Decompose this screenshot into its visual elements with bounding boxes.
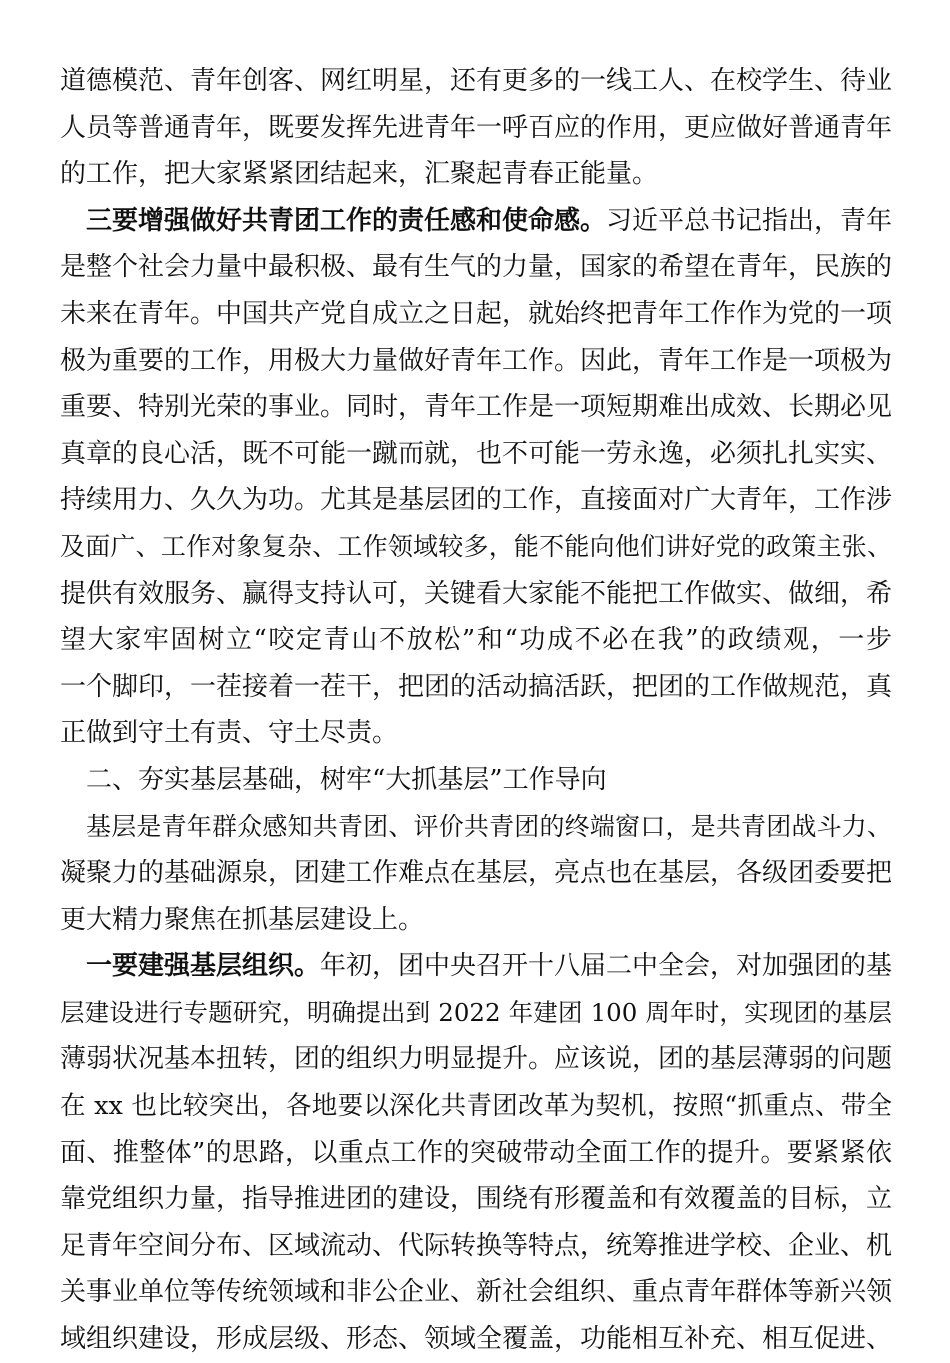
line-text: 薄弱状况基本扭转，团的组织力明显提升。应该说，团的基层薄弱的问题 — [60, 1044, 893, 1075]
text-line — [60, 1176, 892, 1223]
text-line — [60, 710, 892, 757]
text-line — [60, 897, 892, 944]
text-line — [60, 850, 892, 897]
text-line — [60, 291, 892, 338]
text-line — [60, 1036, 892, 1083]
line-text: 持续用力、久久为功。尤其是基层团的工作，直接面对广大青年，工作涉 — [60, 485, 893, 516]
text-line — [60, 664, 892, 711]
line-text: 未来在青年。中国共产党自成立之日起，就始终把青年工作作为党的一项 — [60, 298, 893, 329]
line-text: 正做到守土有责、守土尽责。 — [60, 718, 399, 749]
text-line — [60, 1269, 892, 1316]
text-line — [60, 151, 892, 198]
text-line — [60, 524, 892, 571]
line-text: 靠党组织力量，指导推进团的建设，围绕有形覆盖和有效覆盖的目标，立 — [60, 1184, 893, 1215]
line-text: 关事业单位等传统领域和非公企业、新社会组织、重点青年群体等新兴领 — [60, 1277, 893, 1308]
line-text: 域组织建设，形成层级、形态、领域全覆盖，功能相互补充、相互促进、 — [60, 1324, 893, 1355]
body-text — [60, 58, 892, 1363]
text-line — [60, 757, 892, 804]
line-text: 面、推整体”的思路，以重点工作的突破带动全面工作的提升。要紧紧依 — [60, 1137, 892, 1168]
text-line — [60, 384, 892, 431]
text-line — [60, 338, 892, 385]
line-text: 望大家牢固树立“咬定青山不放松”和“功成不必在我”的政绩观，一步 — [60, 625, 892, 656]
text-line — [60, 617, 892, 664]
line-text: 提供有效服务、赢得支持认可，关键看大家能不能把工作做实、做细，希 — [60, 578, 893, 609]
line-text: 极为重要的工作，用极大力量做好青年工作。因此，青年工作是一项极为 — [60, 345, 893, 376]
text-line — [60, 1223, 892, 1270]
line-text: 凝聚力的基础源泉，团建工作难点在基层，亮点也在基层，各级团委要把 — [60, 858, 893, 889]
line-text: 重要、特别光荣的事业。同时，青年工作是一项短期难出成效、长期必见 — [60, 392, 893, 423]
line-text: 在 xx 也比较突出，各地要以深化共青团改革为契机，按照“抓重点、带全 — [60, 1091, 892, 1122]
text-line — [60, 1083, 892, 1130]
line-text: 一个脚印，一茬接着一茬干，把团的活动搞活跃，把团的工作做规范，真 — [60, 671, 893, 702]
line-text: 人员等普通青年，既要发挥先进青年一呼百应的作用，更应做好普通青年 — [60, 112, 893, 143]
text-line — [60, 804, 892, 851]
line-text: 足青年空间分布、区域流动、代际转换等特点，统筹推进学校、企业、机 — [60, 1230, 893, 1261]
line-text: 层建设进行专题研究，明确提出到 2022 年建团 100 周年时，实现团的基层 — [60, 997, 892, 1027]
text-line — [60, 571, 892, 618]
bold-heading: 一要建强基层组织。 — [86, 951, 321, 982]
text-line — [60, 990, 892, 1037]
text-line — [60, 1130, 892, 1177]
line-text: 是整个社会力量中最积极、最有生气的力量，国家的希望在青年，民族的 — [60, 252, 893, 283]
line-text: 基层是青年群众感知共青团、评价共青团的终端窗口，是共青团战斗力、 — [86, 811, 892, 841]
line-text: 年初，团中央召开十八届二中全会，对加强团的基 — [320, 951, 893, 982]
text-line — [60, 244, 892, 291]
text-line — [60, 1316, 892, 1363]
line-text: 及面广、工作对象复杂、工作领域较多，能不能向他们讲好党的政策主张、 — [60, 531, 892, 561]
line-text: 二、夯实基层基础，树牢“大抓基层”工作导向 — [86, 764, 607, 795]
text-line — [60, 198, 892, 245]
text-line — [60, 943, 892, 990]
text-line — [60, 431, 892, 478]
line-text: 的工作，把大家紧紧团结起来，汇聚起青春正能量。 — [60, 159, 659, 190]
line-text: 更大精力聚焦在抓基层建设上。 — [60, 904, 425, 935]
line-text: 习近平总书记指出，青年 — [606, 205, 893, 236]
bold-heading: 三要增强做好共青团工作的责任感和使命感。 — [86, 205, 607, 236]
line-text: 道德模范、青年创客、网红明星，还有更多的一线工人、在校学生、待业 — [60, 66, 893, 96]
text-line — [60, 105, 892, 152]
text-line — [60, 477, 892, 524]
text-line — [60, 58, 892, 105]
line-text: 真章的良心活，既不可能一蹴而就，也不可能一劳永逸，必须扎扎实实、 — [60, 438, 893, 469]
